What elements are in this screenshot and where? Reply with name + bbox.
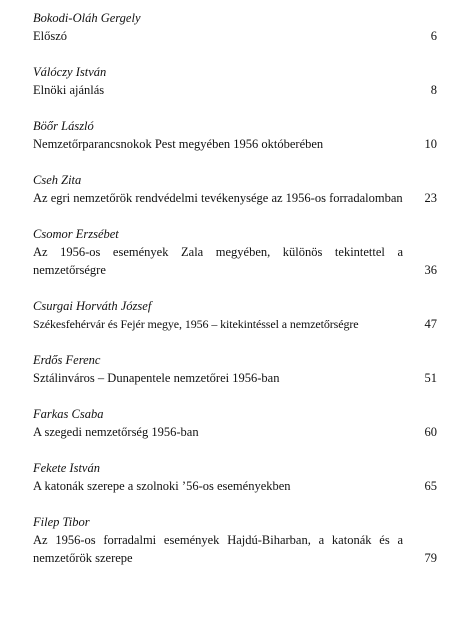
- entry-author: Fekete István: [33, 461, 100, 475]
- entry-author: Csomor Erzsébet: [33, 227, 119, 241]
- toc-entry: [33, 225, 437, 279]
- entry-title-row: [33, 243, 437, 279]
- entry-title: Az 1956-os forradalmi események Hajdú-Biharban, a katonák és a nemzetőrök szerepe: [33, 533, 403, 565]
- entry-page-number: 47: [424, 317, 437, 331]
- entry-author: Böőr László: [33, 119, 94, 133]
- entry-author: Bokodi-Oláh Gergely: [33, 11, 141, 25]
- entry-title-row: [33, 27, 437, 45]
- entry-title: Elnöki ajánlás: [33, 83, 105, 97]
- entry-title-row: [33, 423, 437, 441]
- entry-title: A katonák szerepe a szolnoki ’56-os eseményekben: [33, 479, 291, 493]
- toc-entry: [33, 405, 437, 441]
- entry-title: Az egri nemzetőrök rendvédelmi tevékenysége az 1956-os forradalomban: [33, 191, 403, 205]
- entry-author: Filep Tibor: [33, 515, 90, 529]
- entry-title: Sztálinváros – Dunapentele nemzetőrei 1956-ban: [33, 371, 280, 385]
- entry-page-number: 10: [424, 137, 437, 151]
- entry-author: Csurgai Horváth József: [33, 299, 152, 313]
- toc-entry: [33, 351, 437, 387]
- entry-title-row: [33, 531, 437, 567]
- entry-title: Az 1956-os események Zala megyében, különös tekintettel a nemzetőrségre: [33, 245, 403, 277]
- entry-title-row: [33, 189, 437, 207]
- entry-author: Cseh Zita: [33, 173, 82, 187]
- entry-author: Erdős Ferenc: [33, 353, 101, 367]
- entry-title-row: [33, 477, 437, 495]
- entry-title: Székesfehérvár és Fejér megye, 1956 – kitekintéssel a nemzetőrségre: [33, 317, 359, 331]
- toc-entry: [33, 459, 437, 495]
- entry-page-number: 65: [424, 479, 437, 493]
- entry-title: Előszó: [33, 29, 68, 43]
- toc-entry: [33, 9, 437, 45]
- toc-entry: [33, 63, 437, 99]
- entry-page-number: 8: [430, 83, 437, 97]
- entry-page-number: 6: [430, 29, 437, 43]
- entry-title: A szegedi nemzetőrség 1956-ban: [33, 425, 199, 439]
- entry-title: Nemzetőrparancsnokok Pest megyében 1956 októberében: [33, 137, 324, 151]
- toc-entry: [33, 297, 437, 333]
- entry-author: Farkas Csaba: [33, 407, 104, 421]
- toc-entry: [33, 171, 437, 207]
- entry-author: Válóczy István: [33, 65, 107, 79]
- entry-page-number: 51: [424, 371, 437, 385]
- entry-title-row: [33, 81, 437, 99]
- entry-title-row: [33, 315, 437, 333]
- entry-page-number: 23: [424, 191, 437, 205]
- entry-title-row: [33, 135, 437, 153]
- entry-page-number: 60: [424, 425, 437, 439]
- toc-entry: [33, 513, 437, 567]
- toc-entry: [33, 117, 437, 153]
- entry-page-number: 36: [424, 263, 437, 277]
- entry-title-row: [33, 369, 437, 387]
- table-of-contents: [33, 9, 437, 585]
- entry-page-number: 79: [424, 551, 437, 565]
